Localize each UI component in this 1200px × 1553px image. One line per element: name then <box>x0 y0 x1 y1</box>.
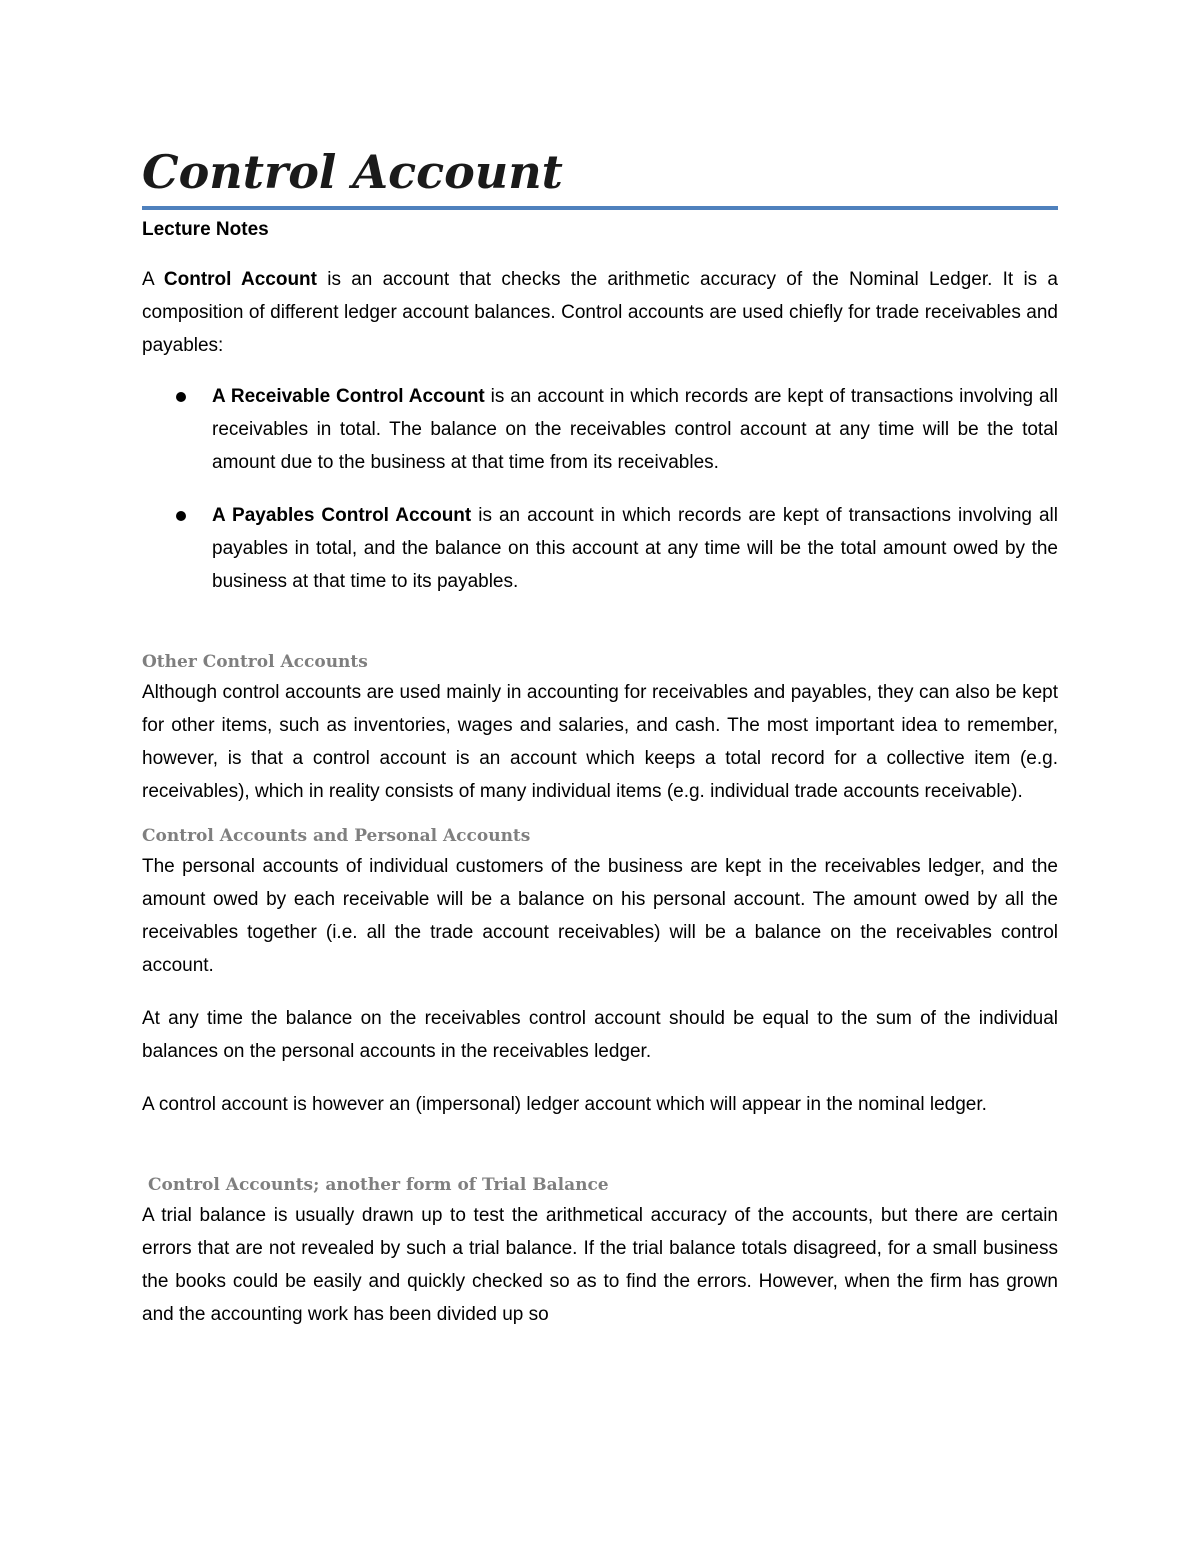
document-subtitle: Lecture Notes <box>142 219 269 240</box>
control-account-types-list <box>142 380 1058 598</box>
section-paragraph: A trial balance is usually drawn up to test the arithmetical accuracy of the accounts, but there are certain errors that are not revealed by such a trial balance. If the trial balance totals disagreed, for a small business the books could be easily and quickly checked so as to find the errors. However, when the firm has grown and the accounting work has been divided up so <box>142 1205 1058 1325</box>
title-underline <box>142 206 1058 210</box>
intro-paragraph <box>142 263 1058 362</box>
section-heading-personal-accounts: Control Accounts and Personal Accounts <box>142 826 531 846</box>
section-heading-trial-balance: Control Accounts; another form of Trial Balance <box>148 1175 609 1195</box>
bullet-icon <box>176 392 186 402</box>
section-paragraph: At any time the balance on the receivables control account should be equal to the sum of the individual balances on the personal accounts in the receivables ledger. <box>142 1008 1058 1062</box>
bullet-term: A Receivable Control Account <box>212 386 485 407</box>
bullet-term: A Payables Control Account <box>212 505 472 526</box>
bullet-text: is an account in which records are kept of transactions involving all receivables in total. The balance on the receivables control account at any time will be the total amount due to the business at that time from its receivables. <box>212 386 1058 473</box>
section-paragraph: A control account is however an (impersonal) ledger account which will appear in the nominal ledger. <box>142 1094 987 1115</box>
document-title: Control Account <box>142 145 563 199</box>
intro-lead: A <box>142 269 164 290</box>
document-page <box>142 140 1058 1331</box>
intro-bold-term: Control Account <box>163 269 317 290</box>
section-paragraph: The personal accounts of individual customers of the business are kept in the receivables ledger, and the amount owed by each receivable will be a balance on his personal account. The amount owed by all the receivables together (i.e. all the trade account receivables) will be a balance on the receivables control account. <box>142 856 1058 976</box>
bullet-icon <box>176 511 186 521</box>
list-item <box>142 499 1058 598</box>
intro-text: is an account that checks the arithmetic accuracy of the Nominal Ledger. It is a composition of different ledger account balances. Control accounts are used chiefly for trade receivables and payables: <box>142 269 1058 356</box>
section-paragraph: Although control accounts are used mainly in accounting for receivables and payables, they can also be kept for other items, such as inventories, wages and salaries, and cash. The most important idea to remember, however, is that a control account is an account which keeps a total record for a collective item (e.g. receivables), which in reality consists of many individual items (e.g. individual trade accounts receivable). <box>142 682 1058 802</box>
bullet-text: is an account in which records are kept of transactions involving all payables in total, and the balance on this account at any time will be the total amount owed by the business at that time to its payables. <box>212 505 1058 592</box>
list-item <box>142 380 1058 479</box>
section-heading-other-control-accounts: Other Control Accounts <box>142 652 368 672</box>
